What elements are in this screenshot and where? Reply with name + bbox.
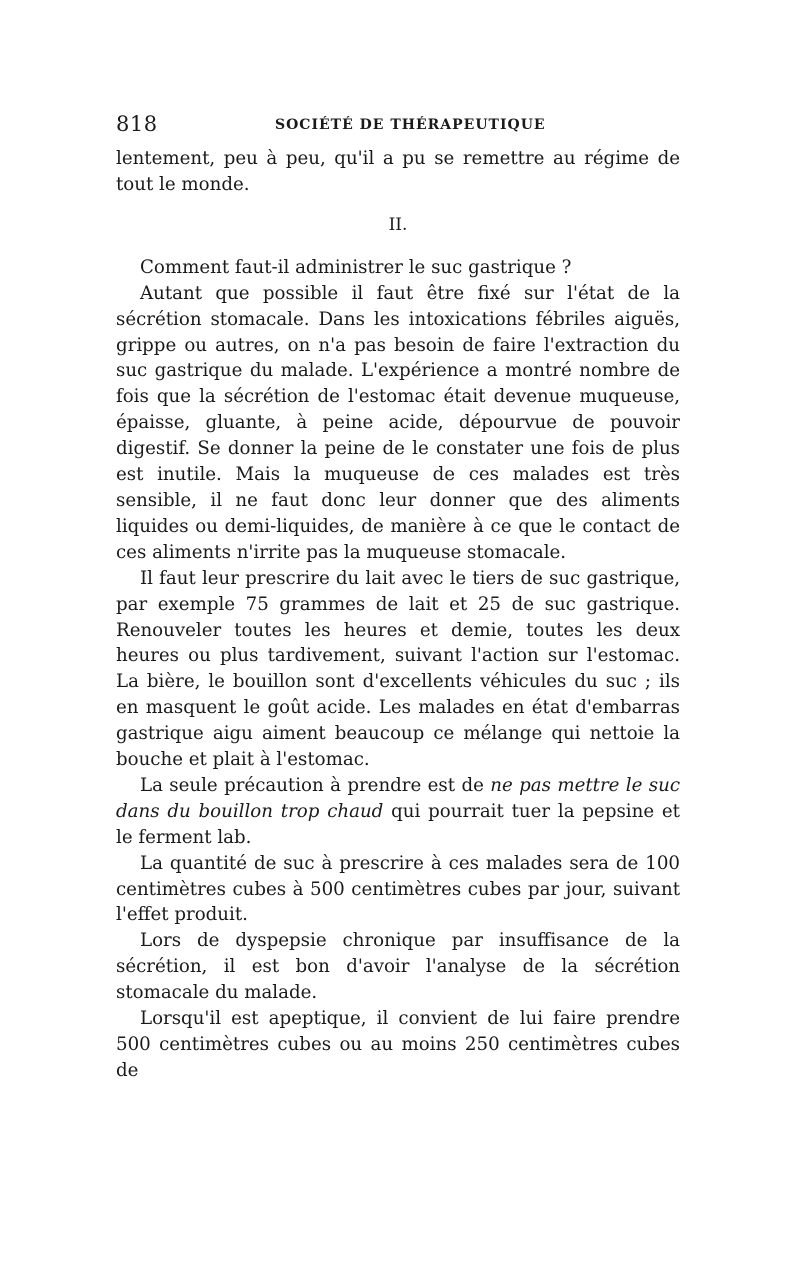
running-head: SOCIÉTÉ DE THÉRAPEUTIQUE: [275, 117, 546, 133]
paragraph-dyspepsie: Lors de dyspepsie chronique par insuffisance de la sécrétion, il est bon d'avoir l'analyse de la sécrétion stomacale du malade.: [116, 930, 680, 1004]
paragraph-question: Comment faut-il administrer le suc gastrique ?: [140, 256, 572, 278]
book-page: [116, 112, 680, 1084]
precaution-text-start: La seule précaution à prendre est de: [140, 774, 491, 796]
page-number: 818: [116, 112, 158, 136]
precaution-text-end: qui pourrait tuer la pepsine et le ferment lab.: [116, 800, 680, 848]
paragraph-secretion: Autant que possible il faut être fixé sur l'état de la sécrétion stomacale. Dans les intoxications fébriles aiguës, grippe ou autres, on n'a pas besoin de faire l'extraction du suc gastrique du malade. L'expérience a montré nombre de fois que la sécrétion de l'estomac était devenue muqueuse, épaisse, gluante, à peine acide, dépourvue de pouvoir digestif. Se donner la peine de le constater une fois de plus est inutile. Mais la muqueuse de ces malades est très sensible, il ne faut donc leur donner que des aliments liquides ou demi-liquides, de manière à ce que le contact de ces aliments n'irrite pas la muqueuse stomacale.: [116, 282, 680, 563]
paragraph-continued: lentement, peu à peu, qu'il a pu se remettre au régime de tout le monde.: [116, 148, 680, 195]
precaution-italic: ne pas mettre le suc dans du bouillon trop chaud: [116, 774, 681, 822]
paragraph-quantite: La quantité de suc à prescrire à ces malades sera de 100 centimètres cubes à 500 centimètres cubes par jour, suivant l'effet produit.: [116, 852, 680, 926]
section-heading: II.: [388, 214, 408, 235]
body-text: [116, 146, 680, 1084]
paragraph-precaution: [116, 773, 680, 851]
page-header: [116, 112, 680, 146]
paragraph-apeptique: Lorsqu'il est apeptique, il convient de lui faire prendre 500 centimètres cubes ou au moins 250 centimètres cubes de: [116, 1008, 680, 1081]
paragraph-lait: Il faut leur prescrire du lait avec le tiers de suc gastrique, par exemple 75 grammes de lait et 25 de suc gastrique. Renouveler toutes les heures et demie, toutes les deux heures ou plus tardivement, suivant l'action sur l'estomac. La bière, le bouillon sont d'excellents véhicules du suc ; ils en masquent le goût acide. Les malades en état d'embarras gastrique aigu aiment beaucoup ce mélange qui nettoie la bouche et plait à l'estomac.: [116, 567, 680, 771]
